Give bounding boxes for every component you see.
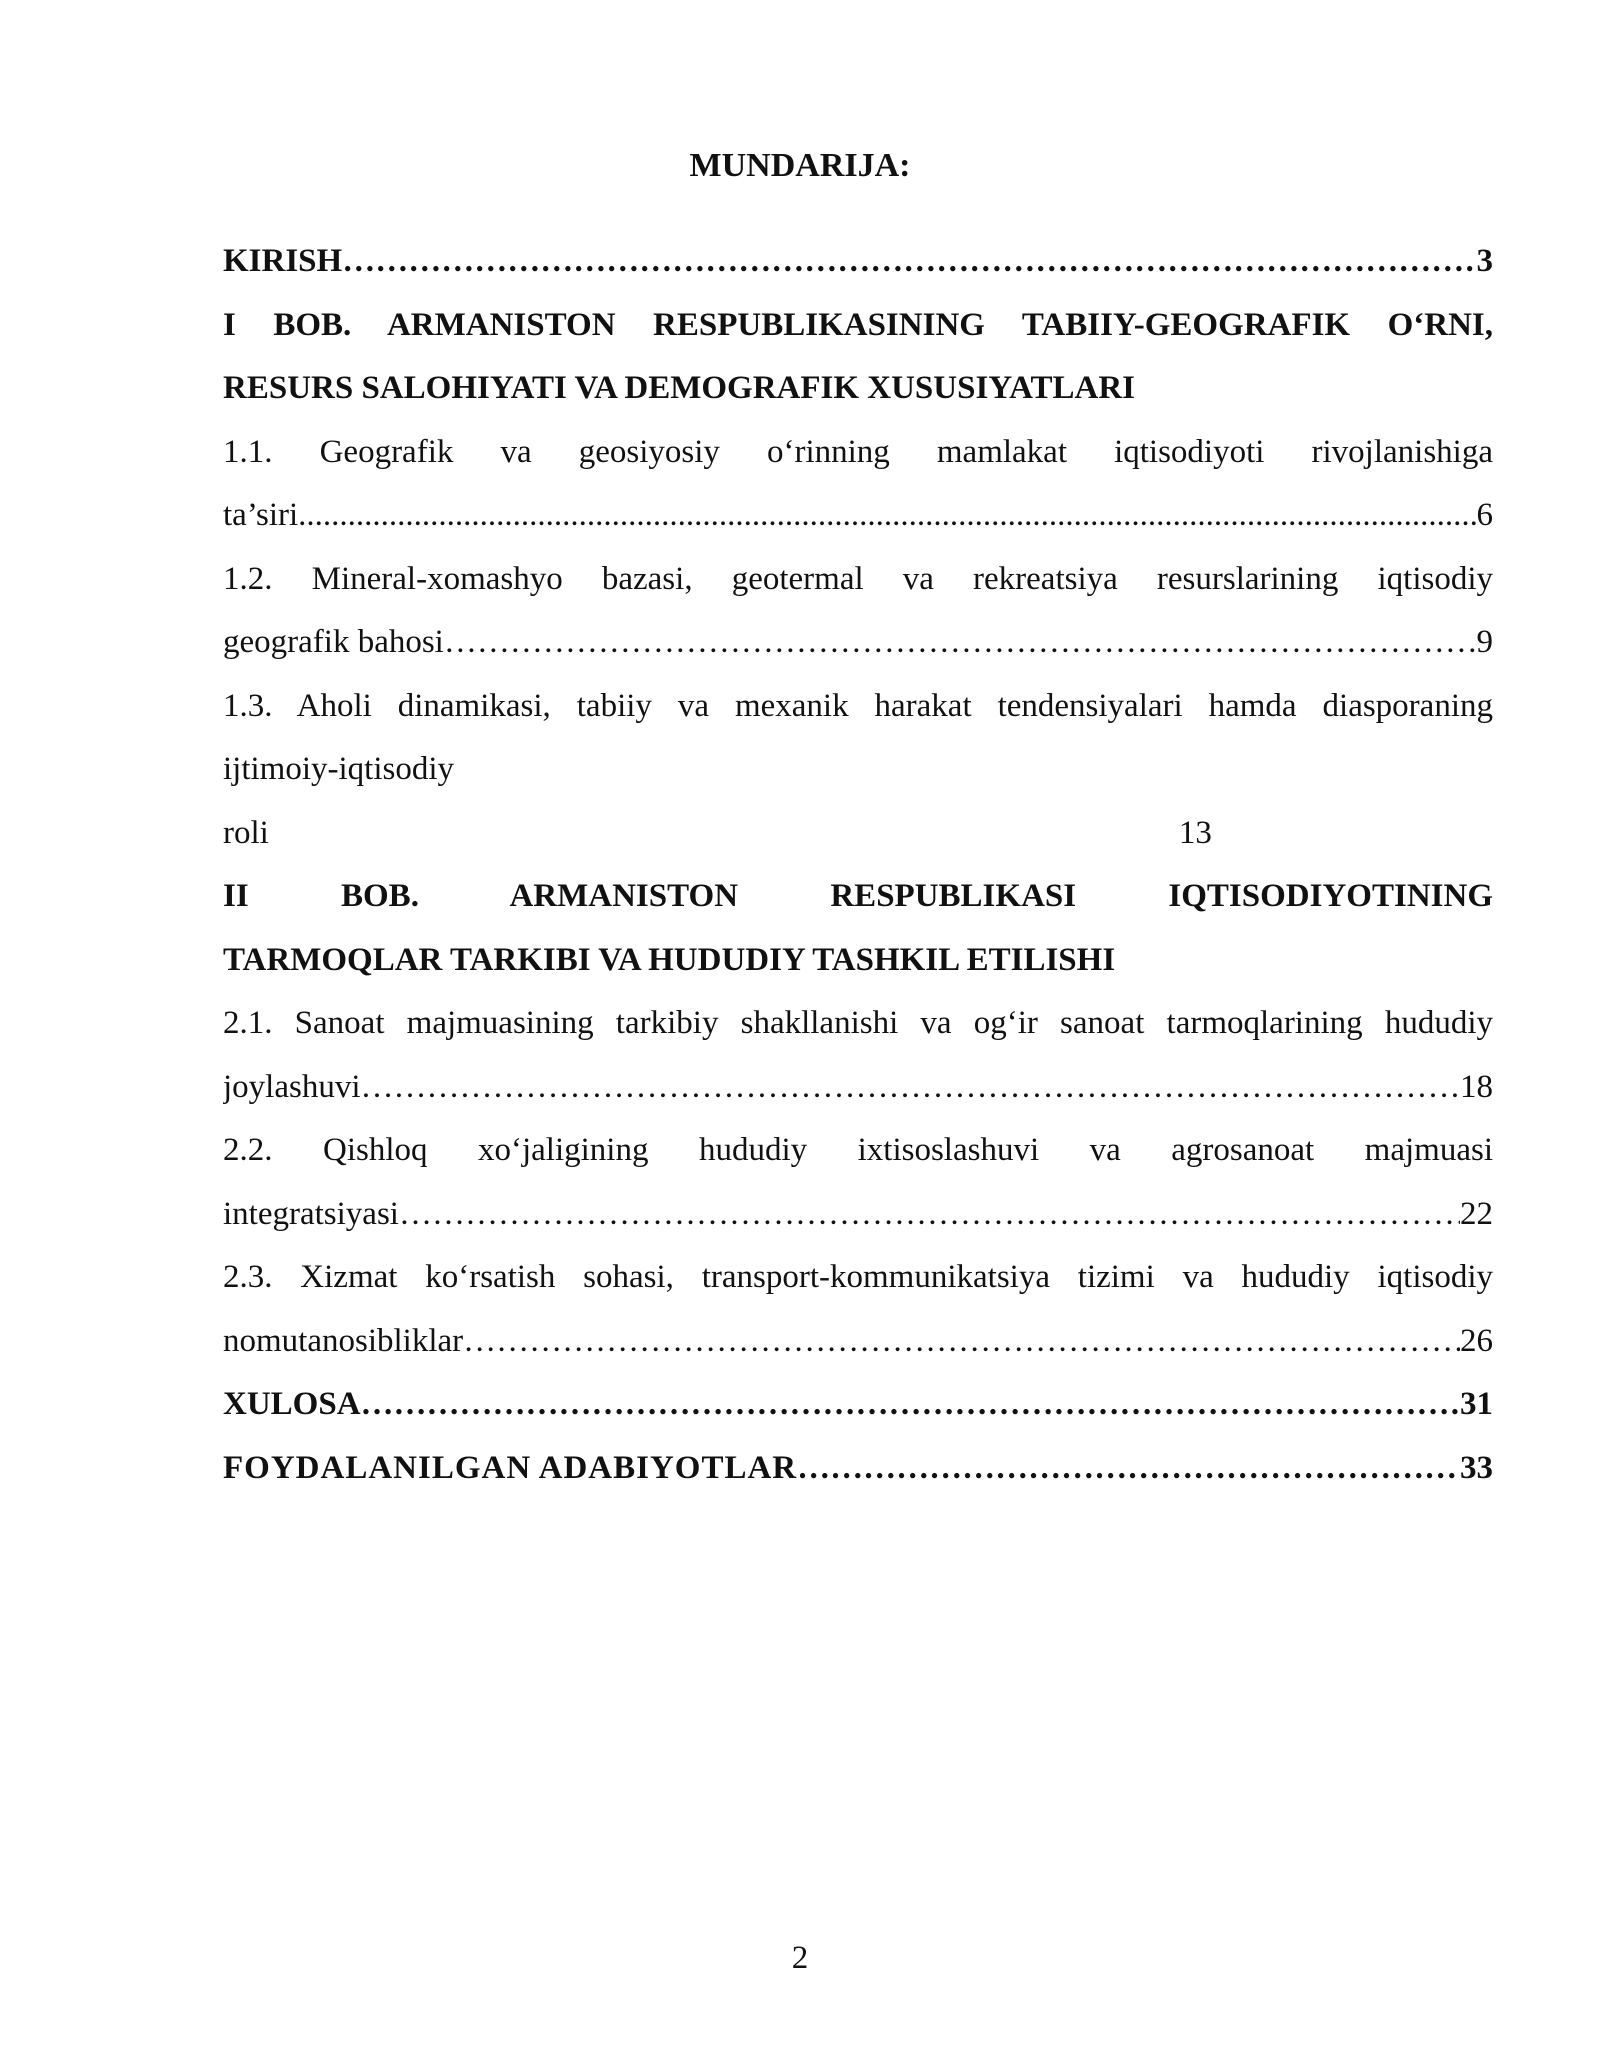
toc-page-number: 9: [1476, 624, 1493, 660]
toc-section-1-3-line-2[interactable]: ijtimoiy-iqtisodiy: [223, 751, 455, 787]
toc-leader-dots: [361, 1373, 1460, 1437]
toc-section-1-1-line-1[interactable]: 1.1. Geografik va geosiyosiy o‘rinning mamlakat iqtisodiyoti rivojlanishiga: [223, 433, 1493, 470]
toc-section-1-2-line-2[interactable]: [223, 611, 1493, 675]
toc-page-number: 31: [1460, 1386, 1493, 1422]
toc-section-2-2-line-1[interactable]: 2.2. Qishloq xo‘jaligining hududiy ixtisoslashuvi va agrosanoat majmuasi: [223, 1132, 1493, 1168]
toc-section-2-3-line-1[interactable]: 2.3. Xizmat ko‘rsatish sohasi, transport-kommunikatsiya tizimi va hududiy iqtisodiy: [223, 1259, 1493, 1295]
toc-leader-dots: [342, 230, 1476, 294]
toc-entry-label: KIRISH: [223, 243, 343, 279]
toc-entry-label: geografik bahosi: [223, 624, 444, 660]
toc-entry-label: joylashuvi: [223, 1068, 361, 1105]
toc-page-number: 3: [1476, 243, 1493, 279]
page-title: MUNDARIJA:: [689, 147, 911, 184]
toc-section-2-1-line-1[interactable]: 2.1. Sanoat majmuasining tarkibiy shakllanishi va og‘ir sanoat tarmoqlarining hududiy: [223, 1005, 1493, 1041]
toc-page-number: 18: [1460, 1068, 1493, 1105]
toc-leader-dots: [444, 611, 1477, 675]
toc-entry-label: ta’siri: [223, 497, 299, 533]
toc-chapter-2-line-2[interactable]: TARMOQLAR TARKIBI VA HUDUDIY TASHKIL ETILISHI: [223, 941, 1116, 978]
toc-entry-label: XULOSA: [223, 1386, 361, 1422]
toc-section-1-3-line-1[interactable]: 1.3. Aholi dinamikasi, tabiiy va mexanik harakat tendensiyalari hamda diasporaning: [223, 687, 1493, 724]
toc-entry-label: nomutanosibliklar: [223, 1322, 464, 1359]
toc-section-1-3-line-3[interactable]: [223, 802, 1493, 866]
toc-entry-conclusion[interactable]: [223, 1373, 1493, 1437]
toc-entry-label: integratsiyasi: [223, 1195, 399, 1232]
toc-page-number: 22: [1460, 1195, 1493, 1232]
toc-entry-label: roli: [223, 814, 269, 851]
toc-page-number: 13: [1178, 814, 1212, 851]
toc-entry-label: FOYDALANILGAN ADABIYOTLAR: [223, 1449, 798, 1486]
page-number: 2: [791, 1940, 809, 1976]
toc-section-2-1-line-2[interactable]: [223, 1056, 1493, 1120]
toc-page-number: 6: [1476, 497, 1493, 533]
toc-chapter-2-line-1[interactable]: II BOB. ARMANISTON RESPUBLIKASI IQTISODIYOTINING: [223, 878, 1493, 914]
toc-section-2-3-line-2[interactable]: [223, 1310, 1493, 1374]
toc-page-number: 33: [1460, 1449, 1493, 1486]
toc-page-number: 26: [1460, 1322, 1493, 1359]
toc-entry-intro[interactable]: [223, 230, 1493, 294]
toc-leader-dots: [797, 1437, 1460, 1501]
toc-leader-dots: [463, 1310, 1460, 1374]
toc-chapter-1-line-2[interactable]: RESURS SALOHIYATI VA DEMOGRAFIK XUSUSIYATLARI: [223, 370, 1136, 406]
table-of-contents: [223, 230, 1493, 1500]
toc-leader-dots: [361, 1056, 1461, 1120]
toc-chapter-1-line-1[interactable]: I BOB. ARMANISTON RESPUBLIKASINING TABIIY-GEOGRAFIK O‘RNI,: [223, 306, 1493, 343]
toc-section-2-2-line-2[interactable]: [223, 1183, 1493, 1247]
toc-entry-references[interactable]: [223, 1437, 1493, 1501]
toc-leader-dots: [399, 1183, 1460, 1247]
toc-section-1-2-line-1[interactable]: 1.2. Mineral-xomashyo bazasi, geotermal va rekreatsiya resurslarining iqtisodiy: [223, 560, 1493, 597]
toc-leader-dots: [298, 484, 1476, 548]
toc-section-1-1-line-2[interactable]: [223, 484, 1493, 548]
